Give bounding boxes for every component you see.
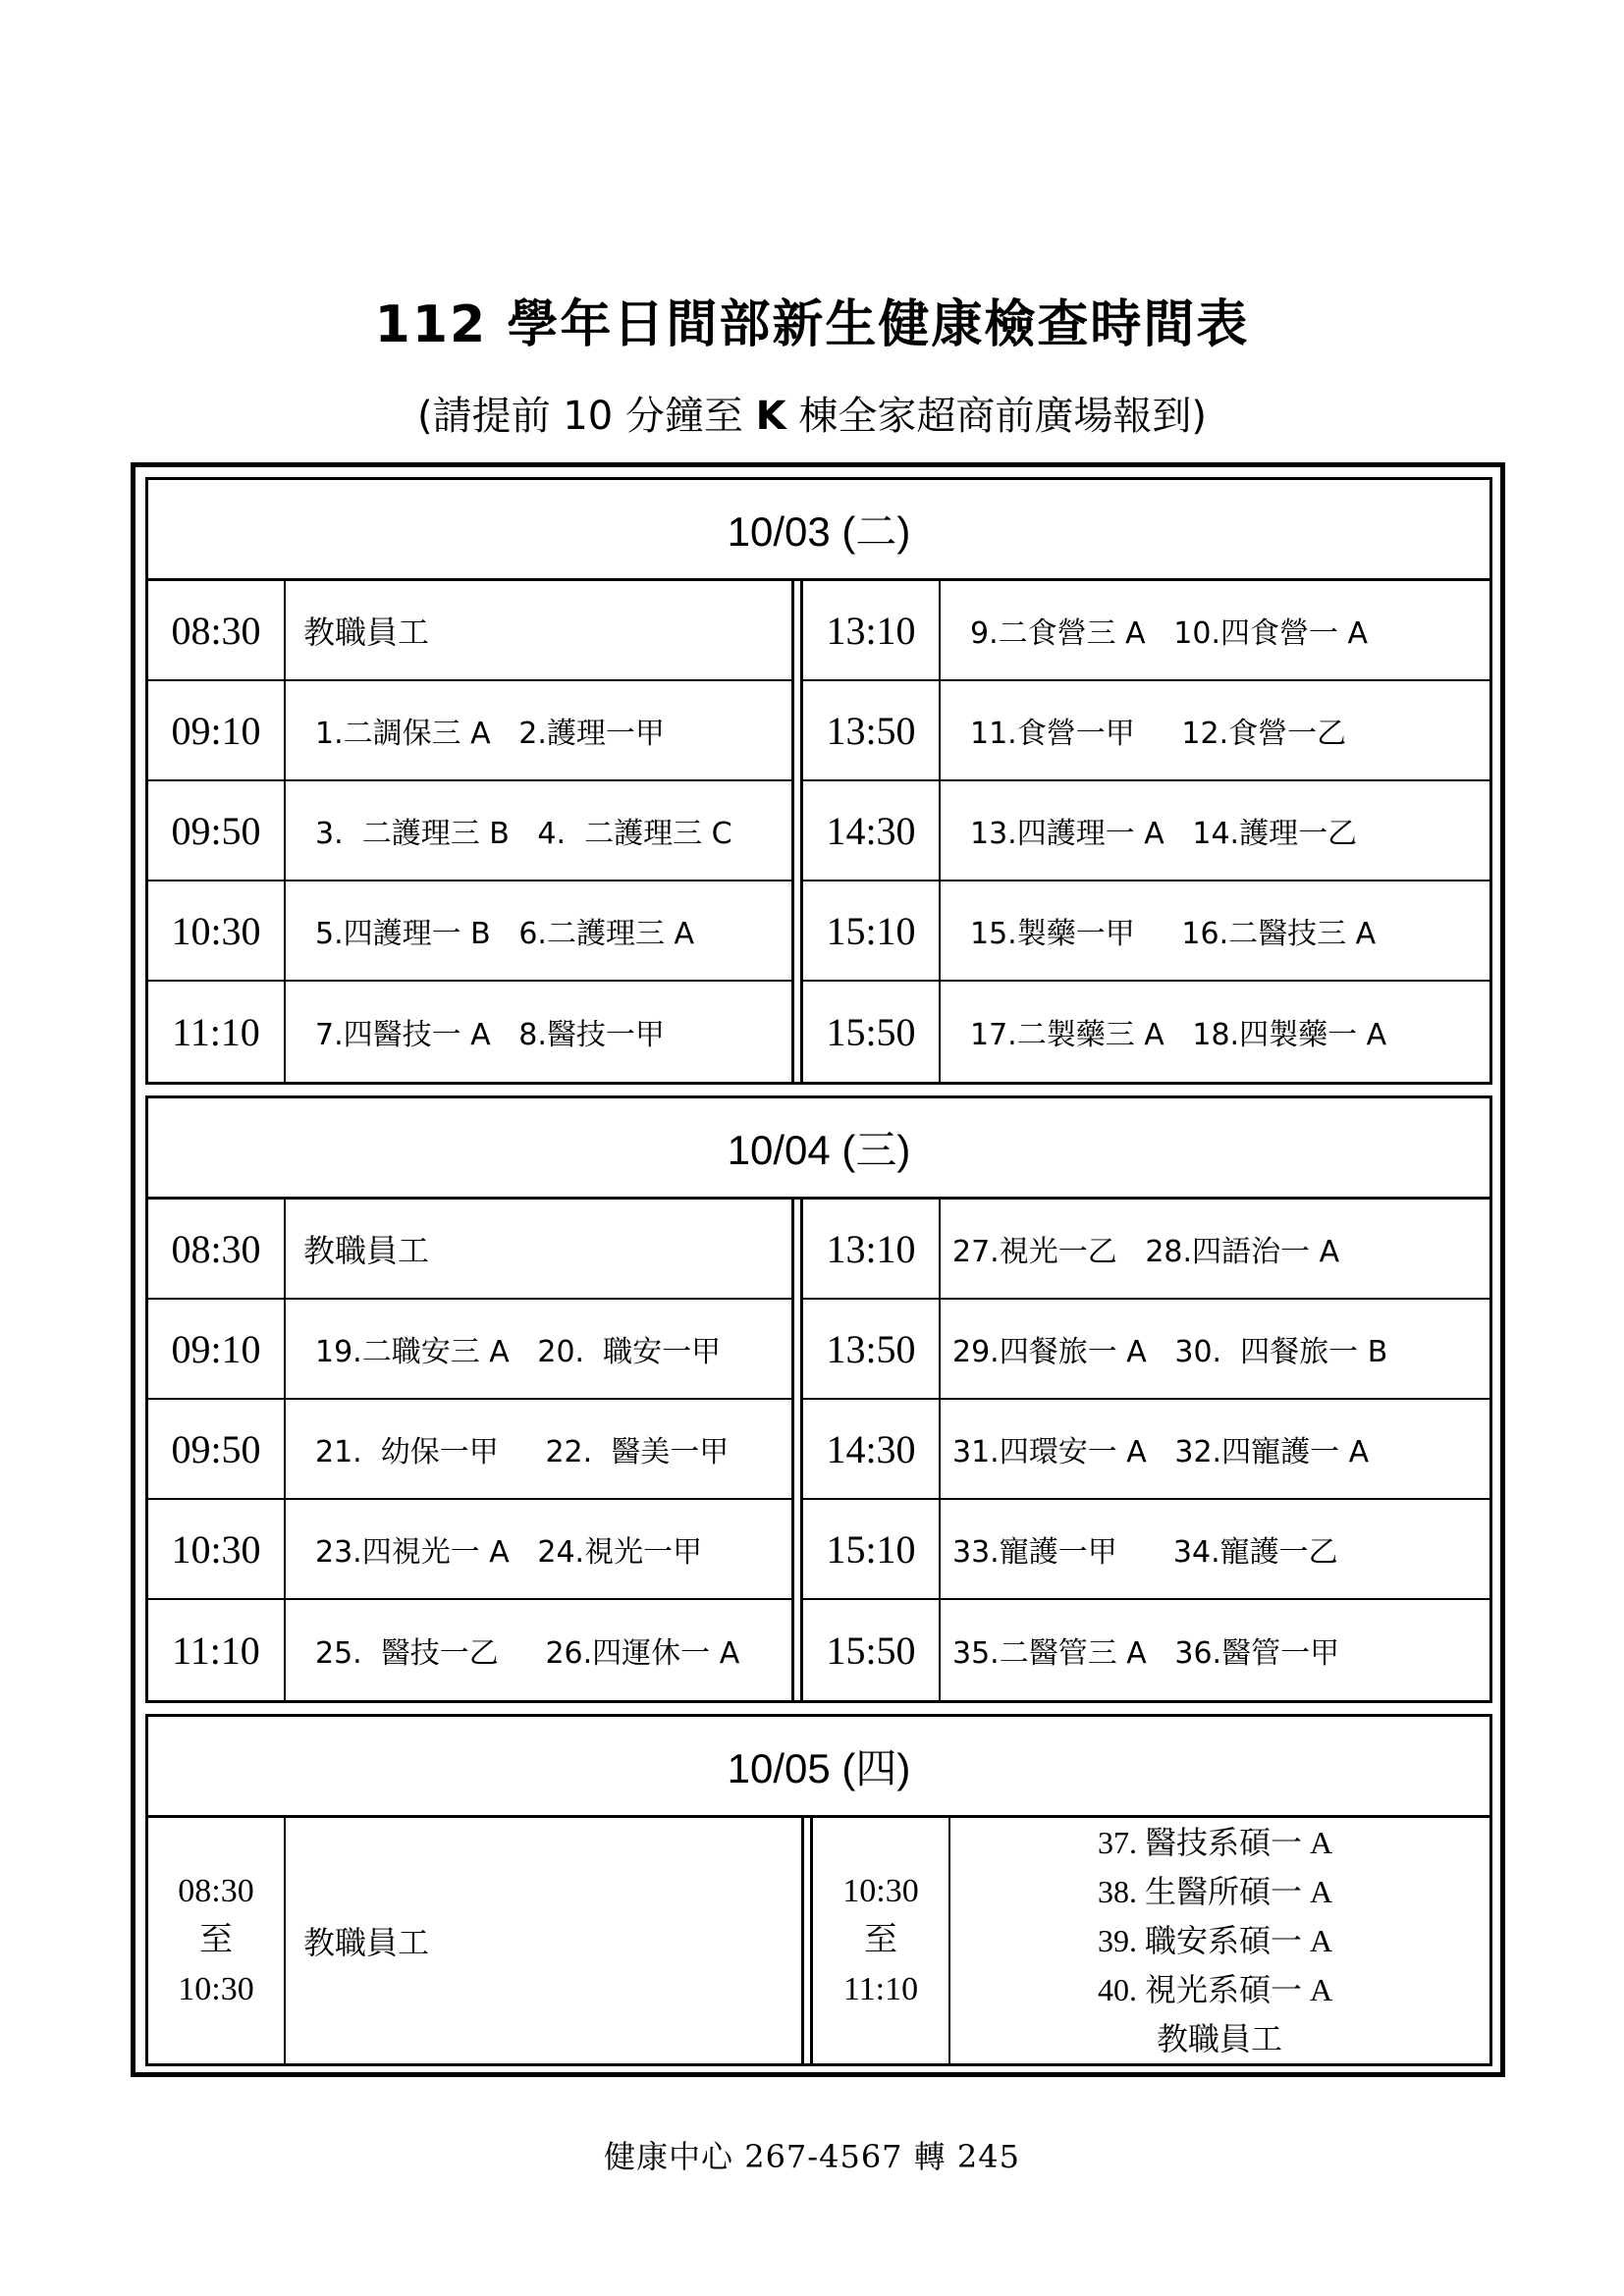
time-cell: 09:10 — [148, 681, 286, 779]
time-cell: 10:30 — [148, 881, 286, 980]
time-cell: 11:10 — [148, 1600, 286, 1700]
time-start: 08:30 — [178, 1873, 254, 1909]
time-cell: 13:10 — [803, 581, 941, 679]
schedule-row — [803, 1400, 1492, 1500]
page-subtitle — [0, 385, 1624, 441]
time-cell: 09:10 — [148, 1300, 286, 1398]
schedule-row — [148, 1300, 791, 1400]
group-cell: 25. 醫技一乙 26.四運休一 A — [315, 1636, 740, 1671]
schedule-row — [803, 1200, 1492, 1300]
time-cell: 15:10 — [803, 1500, 941, 1598]
group-cell: 23.四視光一 A 24.視光一甲 — [315, 1535, 703, 1570]
time-start: 10:30 — [842, 1873, 919, 1909]
schedule-row — [148, 1200, 791, 1300]
date-header: 10/05 (四) — [148, 1717, 1489, 1818]
time-cell: 08:30 — [148, 581, 286, 679]
group-cell: 教職員工 — [303, 1924, 430, 1961]
schedule-row — [148, 781, 791, 881]
time-cell: 09:50 — [148, 781, 286, 880]
afternoon-column — [800, 581, 1492, 1082]
group-cell: 27.視光一乙 28.四語治一 A — [952, 1235, 1340, 1269]
time-cell: 15:10 — [803, 881, 941, 980]
schedule-row — [148, 1400, 791, 1500]
date-header: 10/03 (二) — [148, 480, 1489, 581]
day-block-1004 — [145, 1095, 1492, 1703]
group-cell: 3. 二護理三 B 4. 二護理三 C — [315, 817, 732, 851]
list-item: 40. 視光系碩一 A — [1098, 1972, 1333, 2007]
list-item: 39. 職安系碩一 A — [1098, 1923, 1333, 1958]
afternoon-column — [810, 1818, 1492, 2063]
group-cell: 教職員工 — [303, 1232, 430, 1269]
schedule-row — [803, 982, 1492, 1082]
time-to: 至 — [199, 1922, 233, 1958]
group-cell: 13.四護理一 A 14.護理一乙 — [970, 817, 1358, 851]
group-cell: 9.二食營三 A 10.四食營一 A — [970, 616, 1369, 651]
time-cell — [148, 1818, 286, 2063]
list-item: 38. 生醫所碩一 A — [1098, 1874, 1333, 1909]
schedule-row — [148, 881, 791, 982]
time-cell: 14:30 — [803, 781, 941, 880]
subtitle-text-after: 棟全家超商前廣場報到) — [785, 394, 1207, 439]
group-cell: 1.二調保三 A 2.護理一甲 — [315, 717, 665, 751]
morning-column — [148, 1200, 794, 1700]
group-cell: 11.食營一甲 12.食營一乙 — [970, 717, 1347, 751]
time-cell: 14:30 — [803, 1400, 941, 1498]
time-cell: 13:50 — [803, 681, 941, 779]
time-cell — [813, 1818, 950, 2063]
schedule-row — [813, 1818, 1492, 2063]
footer-contact: 健康中心 267-4567 轉 245 — [604, 2138, 1020, 2175]
group-cell: 5.四護理一 B 6.二護理三 A — [315, 917, 695, 951]
group-cell: 21. 幼保一甲 22. 醫美一甲 — [315, 1435, 730, 1469]
schedule-row — [148, 1600, 791, 1700]
date-header: 10/04 (三) — [148, 1098, 1489, 1200]
page-title: 112 學年日間部新生健康檢查時間表 — [374, 295, 1250, 354]
time-cell: 15:50 — [803, 1600, 941, 1700]
schedule-row — [148, 581, 791, 681]
group-cell: 19.二職安三 A 20. 職安一甲 — [315, 1335, 722, 1369]
time-cell: 13:50 — [803, 1300, 941, 1398]
subtitle-text-before: (請提前 10 分鐘至 — [417, 394, 756, 439]
time-end: 10:30 — [178, 1971, 254, 2007]
schedule-row — [803, 881, 1492, 982]
schedule-row — [803, 781, 1492, 881]
schedule-frame — [131, 462, 1505, 2077]
schedule-row — [803, 681, 1492, 781]
group-cell: 15.製藥一甲 16.二醫技三 A — [970, 917, 1377, 951]
schedule-row — [148, 681, 791, 781]
group-cell: 17.二製藥三 A 18.四製藥一 A — [970, 1018, 1387, 1052]
day-block-1005 — [145, 1714, 1492, 2066]
group-list — [950, 1818, 1492, 2063]
time-cell: 10:30 — [148, 1500, 286, 1598]
group-cell: 33.寵護一甲 34.寵護一乙 — [952, 1535, 1338, 1570]
schedule-row — [148, 982, 791, 1082]
schedule-row — [148, 1818, 801, 2063]
subtitle-building: K — [755, 394, 786, 439]
list-item: 37. 醫技系碩一 A — [1098, 1825, 1333, 1860]
time-cell: 09:50 — [148, 1400, 286, 1498]
time-cell: 08:30 — [148, 1200, 286, 1298]
time-to: 至 — [864, 1922, 897, 1958]
group-cell: 7.四醫技一 A 8.醫技一甲 — [315, 1018, 665, 1052]
group-cell: 教職員工 — [303, 614, 430, 651]
list-item: 教職員工 — [1157, 2021, 1283, 2056]
schedule-row — [803, 1300, 1492, 1400]
day-block-1003 — [145, 477, 1492, 1085]
time-cell: 13:10 — [803, 1200, 941, 1298]
group-cell: 31.四環安一 A 32.四寵護一 A — [952, 1435, 1370, 1469]
schedule-row — [148, 1500, 791, 1600]
morning-column — [148, 1818, 804, 2063]
schedule-row — [803, 1600, 1492, 1700]
time-cell: 15:50 — [803, 982, 941, 1082]
group-cell: 35.二醫管三 A 36.醫管一甲 — [952, 1636, 1340, 1671]
morning-column — [148, 581, 794, 1082]
group-cell: 29.四餐旅一 A 30. 四餐旅一 B — [952, 1335, 1388, 1369]
time-end: 11:10 — [842, 1971, 919, 2007]
schedule-row — [803, 581, 1492, 681]
afternoon-column — [800, 1200, 1492, 1700]
time-cell: 11:10 — [148, 982, 286, 1082]
schedule-row — [803, 1500, 1492, 1600]
